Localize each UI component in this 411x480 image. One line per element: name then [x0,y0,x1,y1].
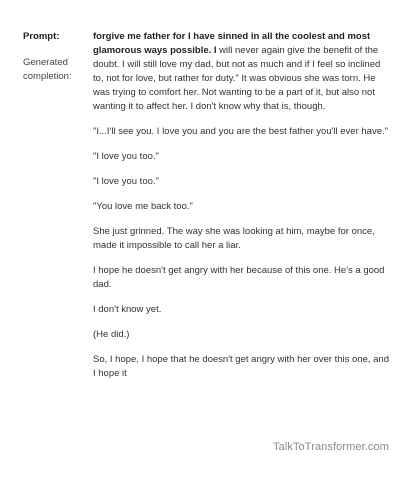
paragraph: "I...I'll see you. I love you and you are the best father you'll ever have." [93,126,389,137]
paragraph: (He did.) [93,329,130,340]
generated-text [93,30,393,392]
paragraph: I don't know yet. [93,304,162,315]
paragraph: "You love me back too." [93,201,193,212]
prompt-label: Prompt: [23,31,60,42]
paragraph: She just grinned. The way she was looking at him, maybe for once, made it impossible to call her a liar. [93,226,375,251]
paragraph: I hope he doesn't get angry with her because of this one. He's a good dad. [93,265,385,290]
paragraph: "I love you too." [93,151,159,162]
generated-completion-label: Generated completion: [23,57,72,82]
paragraph: So, I hope, I hope that he doesn't get angry with her over this one, and I hope it [93,354,389,379]
paragraph: "I love you too." [93,176,159,187]
completion-start: will never again give the benefit of the doubt. I will still love my dad, but not as much and if I feel so inclined to, not for love, but rather for duty." It was obvious she was torn. He was trying to comfort her. Not wanting to be a part of it, but also not wanting it to affect her. I don't know why that is, though. [93,45,381,112]
prompt-text: forgive me father for I have sinned in all the coolest and most glamorous ways possible. I [93,31,371,56]
site-watermark: TalkToTransformer.com [273,441,389,453]
first-paragraph [93,30,393,114]
